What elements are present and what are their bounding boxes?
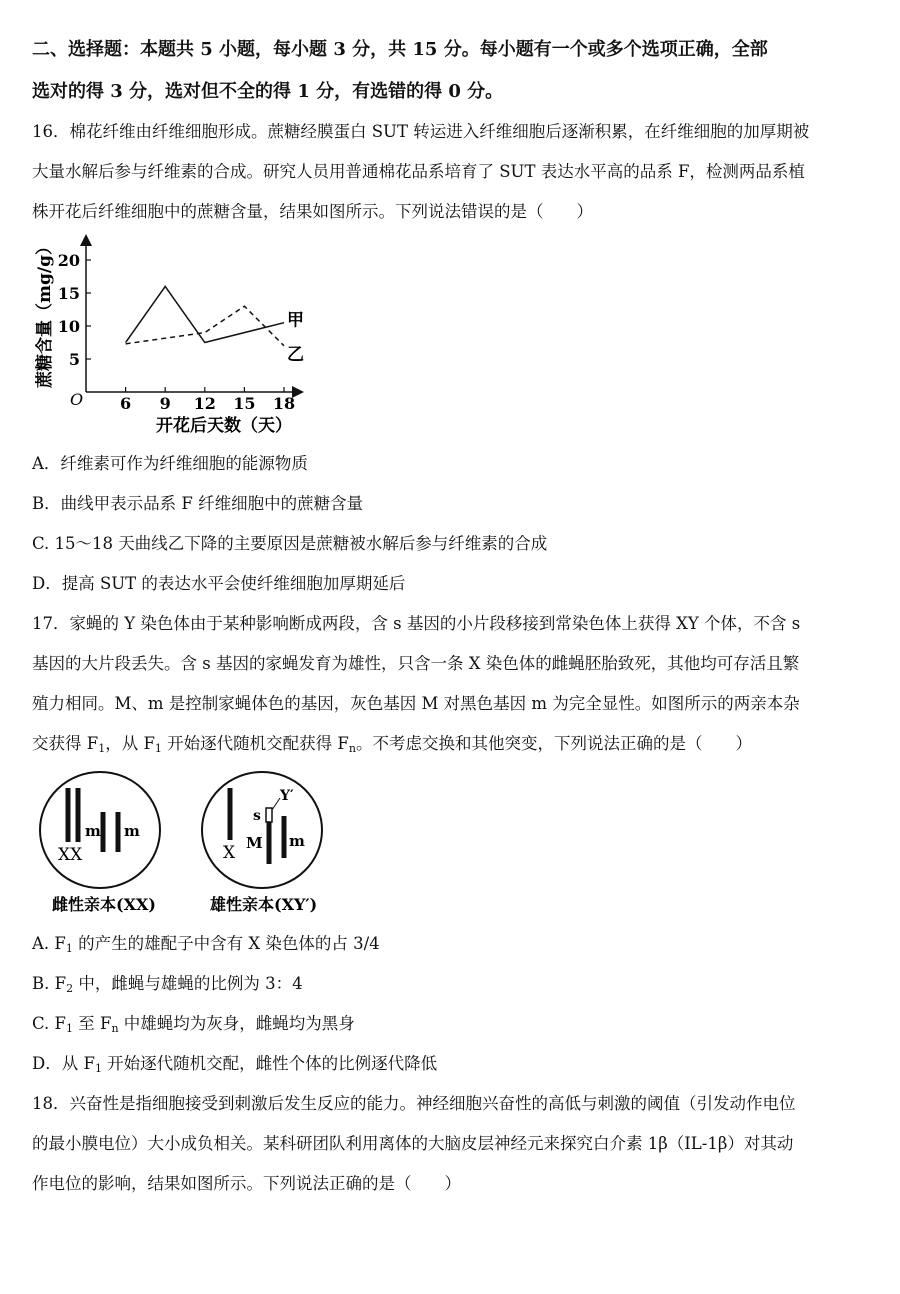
chromosome-figure [30, 760, 340, 920]
y-tick-label: 20 [57, 251, 80, 270]
male-gene-m: m [289, 832, 305, 850]
q17-stem-line3: 殖力相同。M、m 是控制家蝇体色的基因，灰色基因 M 对黑色基因 m 为完全显性。如图所示的两亲本杂 [32, 694, 800, 713]
male-caption: 雄性亲本(XY′) [210, 895, 318, 914]
female-caption: 雌性亲本(XX) [52, 895, 156, 914]
sucrose-chart-svg [28, 230, 318, 440]
section-heading-line2: 选对的得 3 分，选对但不全的得 1 分，有选错的得 0 分。 [32, 81, 504, 102]
y-pointer-line [272, 798, 280, 810]
q18-stem-line3: 作电位的影响，结果如图所示。下列说法正确的是（ ） [32, 1174, 461, 1193]
q18-stem-line1: 18．兴奋性是指细胞接受到刺激后发生反应的能力。神经细胞兴奋性的高低与刺激的阈值（引发动作电位 [32, 1094, 796, 1113]
q16-option-a: A．纤维素可作为纤维细胞的能源物质 [32, 454, 308, 473]
y-tick-label: 15 [57, 284, 80, 303]
female-gene-m2: m [124, 822, 140, 840]
q16-stem-line2: 大量水解后参与纤维素的合成。研究人员用普通棉花品系培育了 SUT 表达水平高的品系 F，检测两品系植 [32, 162, 805, 181]
series-line-jia [126, 286, 284, 342]
male-gene-M: M [246, 834, 263, 852]
series-label-jia: 甲 [287, 310, 304, 331]
series-line-yi [126, 306, 284, 346]
q17-stem-line1: 17．家蝇的 Y 染色体由于某种影响断成两段，含 s 基因的小片段移接到常染色体上获得 XY 个体，不含 s [32, 614, 801, 633]
q17-option-a: A. $F_1$ 的产生的雄配子中含有 X 染色体的占 3/4 [32, 934, 380, 955]
male-cell-circle [202, 772, 322, 888]
q16-option-c: C. 15～18 天曲线乙下降的主要原因是蔗糖被水解后参与纤维素的合成 [32, 534, 548, 553]
q17-stem-line4: 交获得 $F_1$，从 $F_1$ 开始逐代随机交配获得 $F_n$。不考虑交换和其他突变，下列说法正确的是（ ） [32, 734, 752, 755]
male-x-label: X [223, 843, 236, 863]
q18-stem-line2: 的最小膜电位）大小成负相关。某科研团队利用离体的大脑皮层神经元来探究白介素 1β（IL-1β）对其动 [32, 1134, 794, 1153]
male-y-fragment [266, 808, 272, 822]
section-heading-line1: 二、选择题：本题共 5 小题，每小题 3 分，共 15 分。每小题有一个或多个选项正确，全部 [32, 39, 768, 60]
q16-option-d: D．提高 SUT 的表达水平会使纤维细胞加厚期延后 [32, 574, 406, 593]
origin-label: O [70, 390, 84, 409]
x-tick-label: 6 [120, 394, 132, 413]
y-axis-label: 蔗糖含量（mg/g） [35, 238, 55, 388]
y-tick-label: 10 [57, 317, 80, 336]
x-tick-label: 15 [233, 394, 256, 413]
x-tick-label: 18 [272, 394, 296, 413]
x-tick-label: 9 [159, 394, 171, 413]
x-axis-label: 开花后天数（天） [156, 416, 292, 436]
q16-stem-line3: 株开花后纤维细胞中的蔗糖含量，结果如图所示。下列说法错误的是（ ） [32, 202, 593, 221]
q17-option-d: D．从 $F_1$ 开始逐代随机交配，雌性个体的比例逐代降低 [32, 1054, 438, 1075]
female-xx-label: XX [58, 845, 83, 865]
series-label-yi: 乙 [287, 344, 304, 365]
q16-option-b: B．曲线甲表示品系 F 纤维细胞中的蔗糖含量 [32, 494, 364, 513]
female-gene-m1: m [85, 822, 101, 840]
male-gene-s: s [253, 808, 261, 824]
q16-stem-line1: 16．棉花纤维由纤维细胞形成。蔗糖经膜蛋白 SUT 转运进入纤维细胞后逐渐积累，在纤维细胞的加厚期被 [32, 122, 810, 141]
q17-option-c: C. $F_1$ 至 $F_n$ 中雄蝇均为灰身，雌蝇均为黑身 [32, 1014, 355, 1035]
male-y-label: Y′ [280, 788, 294, 804]
y-tick-label: 5 [68, 350, 80, 369]
x-tick-label: 12 [193, 394, 216, 413]
sucrose-chart [28, 230, 318, 440]
chromosome-figure-svg [30, 760, 340, 920]
q17-stem-line2: 基因的大片段丢失。含 s 基因的家蝇发育为雄性，只含一条 X 染色体的雌蝇胚胎致死，其他均可存活且繁 [32, 654, 800, 673]
q17-option-b: B. $F_2$ 中，雌蝇与雄蝇的比例为 3：4 [32, 974, 303, 995]
